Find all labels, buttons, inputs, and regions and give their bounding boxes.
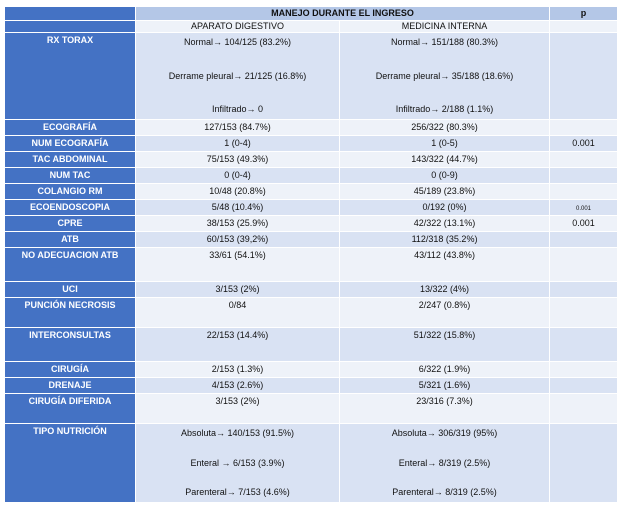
row-label: NUM TAC: [5, 168, 136, 184]
cell-p-value: [550, 394, 618, 424]
cell-medicina-interna: 1 (0-5): [340, 136, 550, 152]
cell-aparato-digestivo: 33/61 (54.1%): [136, 248, 340, 282]
cell-aparato-digestivo: [136, 33, 340, 120]
table-row: [5, 362, 618, 378]
col-p-blank: [550, 21, 618, 33]
cell-line: Normal→ 104/125 (83.2%): [183, 37, 292, 47]
col-medicina-interna: MEDICINA INTERNA: [340, 21, 550, 33]
cell-medicina-interna: 23/316 (7.3%): [340, 394, 550, 424]
cell-line: Enteral → 6/153 (3.9%): [190, 457, 285, 468]
cell-p-value: [550, 328, 618, 362]
cell-line: Absoluta→ 140/153 (91.5%): [180, 428, 295, 438]
table-row: [5, 184, 618, 200]
cell-line: Infiltrado→ 0: [211, 104, 264, 114]
cell-p-value: 0.001: [550, 136, 618, 152]
cell-line: Normal→ 151/188 (80.3%): [390, 37, 499, 47]
row-label: INTERCONSULTAS: [5, 328, 136, 362]
table-row: [5, 136, 618, 152]
row-label: TAC ABDOMINAL: [5, 152, 136, 168]
p-header: p: [550, 7, 618, 21]
cell-medicina-interna: 0/192 (0%): [340, 200, 550, 216]
cell-aparato-digestivo: 127/153 (84.7%): [136, 120, 340, 136]
cell-aparato-digestivo: 4/153 (2.6%): [136, 378, 340, 394]
cell-medicina-interna: 256/322 (80.3%): [340, 120, 550, 136]
cell-p-value: [550, 282, 618, 298]
row-label: CIRUGÍA: [5, 362, 136, 378]
row-label: TIPO NUTRICIÓN: [5, 424, 136, 503]
cell-line: Enteral→ 8/319 (2.5%): [398, 457, 491, 468]
header-blank: [5, 7, 136, 21]
cell-p-value: [550, 232, 618, 248]
cell-aparato-digestivo: 3/153 (2%): [136, 394, 340, 424]
table-row: [5, 424, 618, 503]
table-row: [5, 200, 618, 216]
row-label: NO ADECUACION ATB: [5, 248, 136, 282]
cell-p-value: [550, 378, 618, 394]
row-label: ATB: [5, 232, 136, 248]
cell-p-value: [550, 120, 618, 136]
row-label: NUM ECOGRAFÍA: [5, 136, 136, 152]
cell-medicina-interna: [340, 424, 550, 503]
cell-medicina-interna: 5/321 (1.6%): [340, 378, 550, 394]
cell-medicina-interna: 2/247 (0.8%): [340, 298, 550, 328]
cell-p-value: 0.001: [550, 216, 618, 232]
cell-medicina-interna: 45/189 (23.8%): [340, 184, 550, 200]
management-table: [4, 6, 618, 503]
table-row: [5, 282, 618, 298]
table-row: [5, 152, 618, 168]
cell-aparato-digestivo: [136, 424, 340, 503]
table-row: [5, 120, 618, 136]
cell-aparato-digestivo: 75/153 (49.3%): [136, 152, 340, 168]
cell-medicina-interna: 51/322 (15.8%): [340, 328, 550, 362]
table-row: [5, 33, 618, 120]
row-label: RX TORAX: [5, 33, 136, 120]
table-title: MANEJO DURANTE EL INGRESO: [136, 7, 550, 21]
cell-aparato-digestivo: 3/153 (2%): [136, 282, 340, 298]
cell-line: Parenteral→ 7/153 (4.6%): [185, 487, 290, 497]
table-row: [5, 328, 618, 362]
table-row: [5, 248, 618, 282]
row-label: COLANGIO RM: [5, 184, 136, 200]
cell-medicina-interna: 112/318 (35.2%): [340, 232, 550, 248]
row-label: ECOGRAFÍA: [5, 120, 136, 136]
cell-p-value: [550, 248, 618, 282]
row-label: UCI: [5, 282, 136, 298]
cell-medicina-interna: 6/322 (1.9%): [340, 362, 550, 378]
subheader-blank: [5, 21, 136, 33]
cell-medicina-interna: 42/322 (13.1%): [340, 216, 550, 232]
cell-line: Infiltrado→ 2/188 (1.1%): [395, 104, 494, 114]
cell-aparato-digestivo: 60/153 (39,2%): [136, 232, 340, 248]
cell-aparato-digestivo: 0/84: [136, 298, 340, 328]
cell-line: Parenteral→ 8/319 (2.5%): [392, 487, 497, 497]
cell-p-value: [550, 362, 618, 378]
table-row: [5, 378, 618, 394]
cell-line: Derrame pleural→ 35/188 (18.6%): [375, 70, 514, 81]
cell-line: Derrame pleural→ 21/125 (16.8%): [168, 70, 307, 81]
cell-medicina-interna: [340, 33, 550, 120]
row-label: DRENAJE: [5, 378, 136, 394]
cell-medicina-interna: 43/112 (43.8%): [340, 248, 550, 282]
cell-p-value: [550, 298, 618, 328]
row-label: CIRUGÍA DIFERIDA: [5, 394, 136, 424]
cell-aparato-digestivo: 10/48 (20.8%): [136, 184, 340, 200]
cell-p-value: [550, 184, 618, 200]
cell-aparato-digestivo: 5/48 (10.4%): [136, 200, 340, 216]
cell-p-value: [550, 33, 618, 120]
col-aparato-digestivo: APARATO DIGESTIVO: [136, 21, 340, 33]
table-row: [5, 394, 618, 424]
row-label: CPRE: [5, 216, 136, 232]
table-row: [5, 298, 618, 328]
cell-line: Absoluta→ 306/319 (95%): [391, 428, 498, 438]
cell-p-value: 0.001: [550, 200, 618, 216]
cell-aparato-digestivo: 1 (0-4): [136, 136, 340, 152]
cell-medicina-interna: 143/322 (44.7%): [340, 152, 550, 168]
cell-aparato-digestivo: 38/153 (25.9%): [136, 216, 340, 232]
cell-aparato-digestivo: 2/153 (1.3%): [136, 362, 340, 378]
cell-aparato-digestivo: 0 (0-4): [136, 168, 340, 184]
table-row: [5, 168, 618, 184]
row-label: PUNCIÓN NECROSIS: [5, 298, 136, 328]
cell-p-value: [550, 152, 618, 168]
cell-medicina-interna: 0 (0-9): [340, 168, 550, 184]
table-row: [5, 216, 618, 232]
cell-p-value: [550, 168, 618, 184]
row-label: ECOENDOSCOPIA: [5, 200, 136, 216]
cell-aparato-digestivo: 22/153 (14.4%): [136, 328, 340, 362]
cell-p-value: [550, 424, 618, 503]
table-row: [5, 232, 618, 248]
cell-medicina-interna: 13/322 (4%): [340, 282, 550, 298]
